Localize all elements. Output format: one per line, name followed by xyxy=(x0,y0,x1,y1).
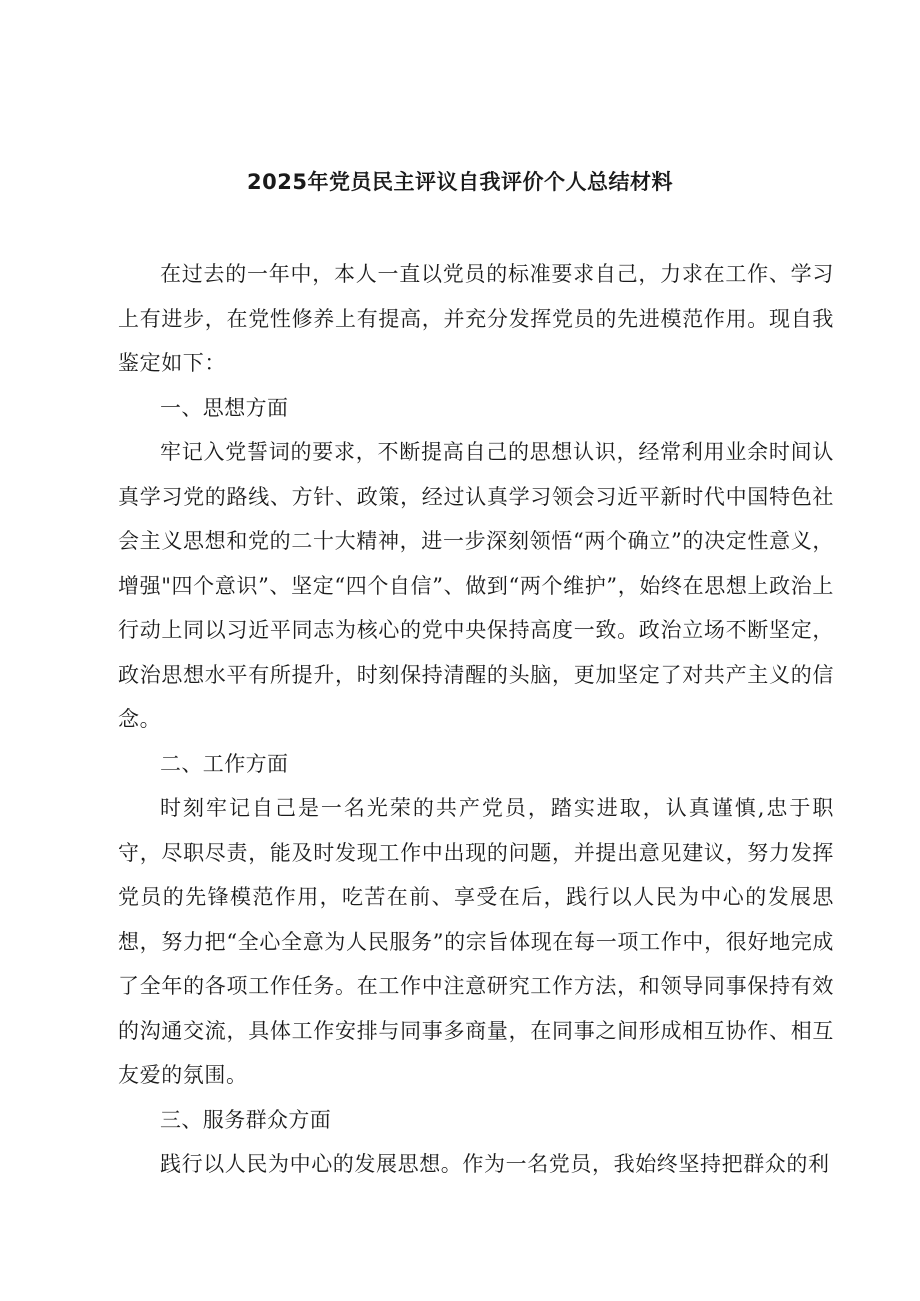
intro-paragraph: 在过去的一年中，本人一直以党员的标准要求自己，力求在工作、学习上有进步，在党性修养上有提高，并充分发挥党员的先进模范作用。现自我鉴定如下： xyxy=(118,262,834,375)
section-paragraph-work: 时刻牢记自己是一名光荣的共产党员，踏实进取，认真谨慎,忠于职守，尽职尽责，能及时发现工作中出现的问题，并提出意见建议，努力发挥党员的先锋模范作用，吃苦在前、享受在后，践行以人民为中心的发展思想，努力把“全心全意为人民服务”的宗旨体现在每一项工作中，很好地完成了全年的各项工作任务。在工作中注意研究工作方法，和领导同事保持有效的沟通交流，具体工作安排与同事多商量，在同事之间形成相互协作、相互友爱的氛围。 xyxy=(118,796,834,1087)
document-body xyxy=(118,252,834,1187)
section-heading-service: 三、服务群众方面 xyxy=(160,1107,332,1132)
section-paragraph-ideology: 牢记入党誓词的要求，不断提高自己的思想认识，经常利用业余时间认真学习党的路线、方针、政策，经过认真学习领会习近平新时代中国特色社会主义思想和党的二十大精神，进一步深刻领悟“两个确立”的决定性意义，增强"四个意识”、坚定“四个自信”、做到“两个维护”，始终在思想上政治上行动上同以习近平同志为核心的党中央保持高度一致。政治立场不断坚定，政治思想水平有所提升，时刻保持清醒的头脑，更加坚定了对共产主义的信念。 xyxy=(118,440,834,731)
section-heading-ideology: 一、思想方面 xyxy=(160,395,289,420)
document-title: 2025年党员民主评议自我评价个人总结材料 xyxy=(247,170,673,194)
section-heading-work: 二、工作方面 xyxy=(160,751,289,776)
section-paragraph-service: 践行以人民为中心的发展思想。作为一名党员，我始终坚持把群众的利 xyxy=(160,1152,830,1176)
